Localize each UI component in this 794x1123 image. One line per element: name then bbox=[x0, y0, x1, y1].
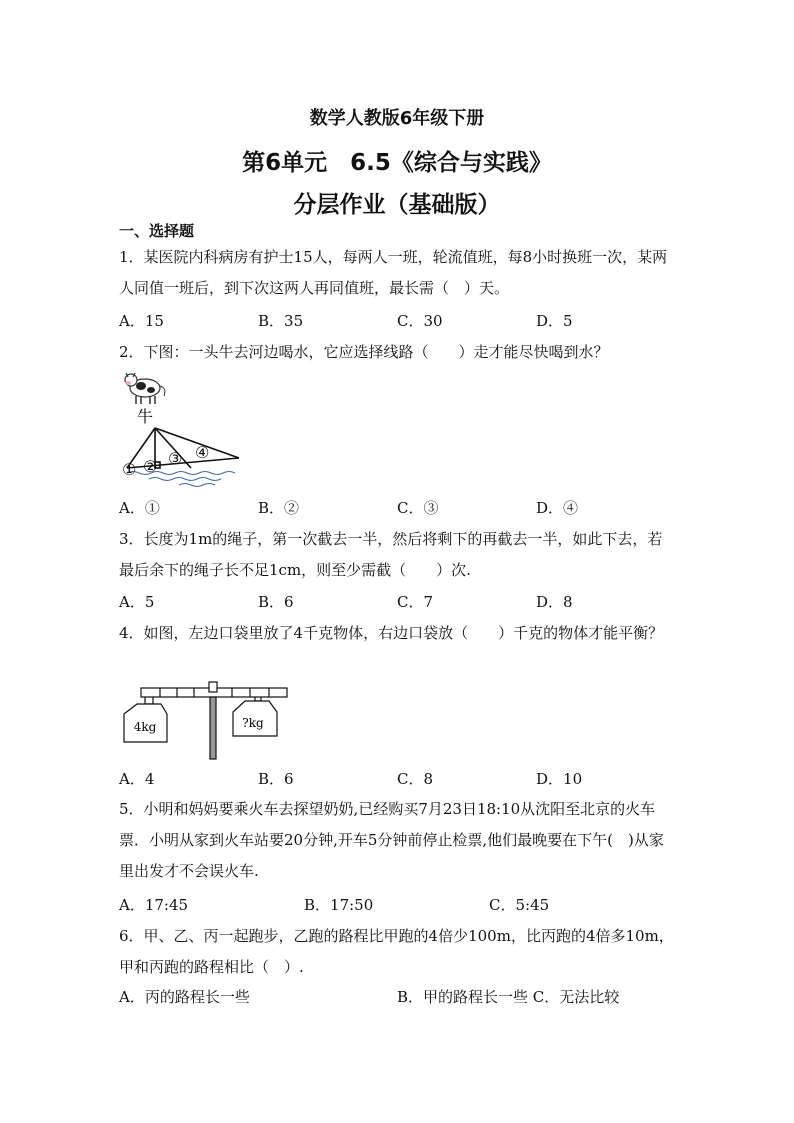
book-title: 数学人教版6年级下册 bbox=[309, 108, 485, 129]
option-b[interactable]: B．6 bbox=[258, 593, 294, 611]
balance-pole bbox=[210, 697, 216, 759]
option-c[interactable]: C．7 bbox=[397, 593, 434, 611]
option-b[interactable]: B．② bbox=[258, 499, 300, 517]
option-c[interactable]: C．5:45 bbox=[489, 896, 550, 914]
option-b[interactable]: B．17:50 bbox=[304, 896, 374, 914]
unit-title: 第6单元 6.5《综合与实践》 bbox=[242, 150, 552, 176]
left-bag-label: 4kg bbox=[133, 720, 157, 734]
option-d[interactable]: D．④ bbox=[536, 499, 579, 517]
option-a[interactable]: A．5 bbox=[119, 593, 155, 611]
question-1: 1．某医院内科病房有护士15人，每两人一班，轮流值班，每8小时换班一次，某两人同值一班后，到下次这两人再同值班，最长需（ ）天。 bbox=[119, 248, 668, 297]
question-6: 6．甲、乙、丙一起跑步，乙跑的路程比甲跑的4倍少100m，比丙跑的4倍多10m，甲和丙跑的路程相比（ ）. bbox=[119, 927, 674, 976]
route-4-marker: ④ bbox=[195, 443, 210, 462]
question-4: 4．如图，左边口袋里放了4千克物体，右边口袋放（ ）千克的物体才能平衡？ bbox=[119, 624, 664, 642]
option-a[interactable]: A．15 bbox=[119, 312, 164, 330]
option-d[interactable]: D．8 bbox=[536, 593, 573, 611]
option-a[interactable]: A．丙的路程长一些 bbox=[119, 988, 250, 1006]
cow-icon bbox=[125, 373, 165, 404]
question-6-options bbox=[119, 986, 679, 1010]
question-3: 3．长度为1m的绳子，第一次截去一半，然后将剩下的再截去一半，如此下去，若最后余下的绳子长不足1cm，则至少需截（ ）次. bbox=[119, 530, 663, 579]
balance-diagram bbox=[119, 678, 294, 762]
question-4-options bbox=[119, 768, 679, 792]
option-c[interactable]: C．③ bbox=[397, 499, 439, 517]
section-heading: 一、选择题 bbox=[119, 222, 195, 240]
option-b[interactable]: B．35 bbox=[258, 312, 304, 330]
cow-river-diagram bbox=[119, 368, 249, 490]
cow-river-figure bbox=[119, 368, 249, 490]
balance-figure bbox=[119, 678, 294, 762]
right-bag-label: ?kg bbox=[242, 716, 264, 730]
option-a[interactable]: A．17:45 bbox=[119, 896, 189, 914]
route-2-marker: ② bbox=[143, 457, 158, 476]
option-d[interactable]: D．5 bbox=[536, 312, 573, 330]
route-3-marker: ③ bbox=[168, 449, 183, 468]
option-c[interactable]: C．30 bbox=[397, 312, 443, 330]
question-1-options bbox=[119, 310, 679, 334]
balance-pivot bbox=[209, 682, 217, 692]
question-2: 2．下图：一头牛去河边喝水，它应选择线路（ ）走才能尽快喝到水？ bbox=[119, 343, 609, 361]
option-a[interactable]: A．4 bbox=[119, 770, 155, 788]
question-5: 5．小明和妈妈要乘火车去探望奶奶,已经购买7月23日18:10从沈阳至北京的火车票．小明从家到火车站要20分钟,开车5分钟前停止检票,他们最晚要在下午( )从家里出发才不会误火车. bbox=[119, 800, 664, 880]
question-3-options bbox=[119, 591, 679, 615]
option-b-c[interactable]: B．甲的路程长一些 C．无法比较 bbox=[397, 988, 620, 1006]
option-c[interactable]: C．8 bbox=[397, 770, 434, 788]
question-2-options bbox=[119, 497, 679, 521]
option-b[interactable]: B．6 bbox=[258, 770, 294, 788]
option-d[interactable]: D．10 bbox=[536, 770, 583, 788]
option-a[interactable]: A．① bbox=[119, 499, 160, 517]
question-5-options bbox=[119, 894, 679, 918]
worksheet-title: 分层作业（基础版） bbox=[293, 192, 501, 218]
cow-label: 牛 bbox=[136, 407, 154, 426]
route-1-marker: ① bbox=[122, 460, 137, 479]
